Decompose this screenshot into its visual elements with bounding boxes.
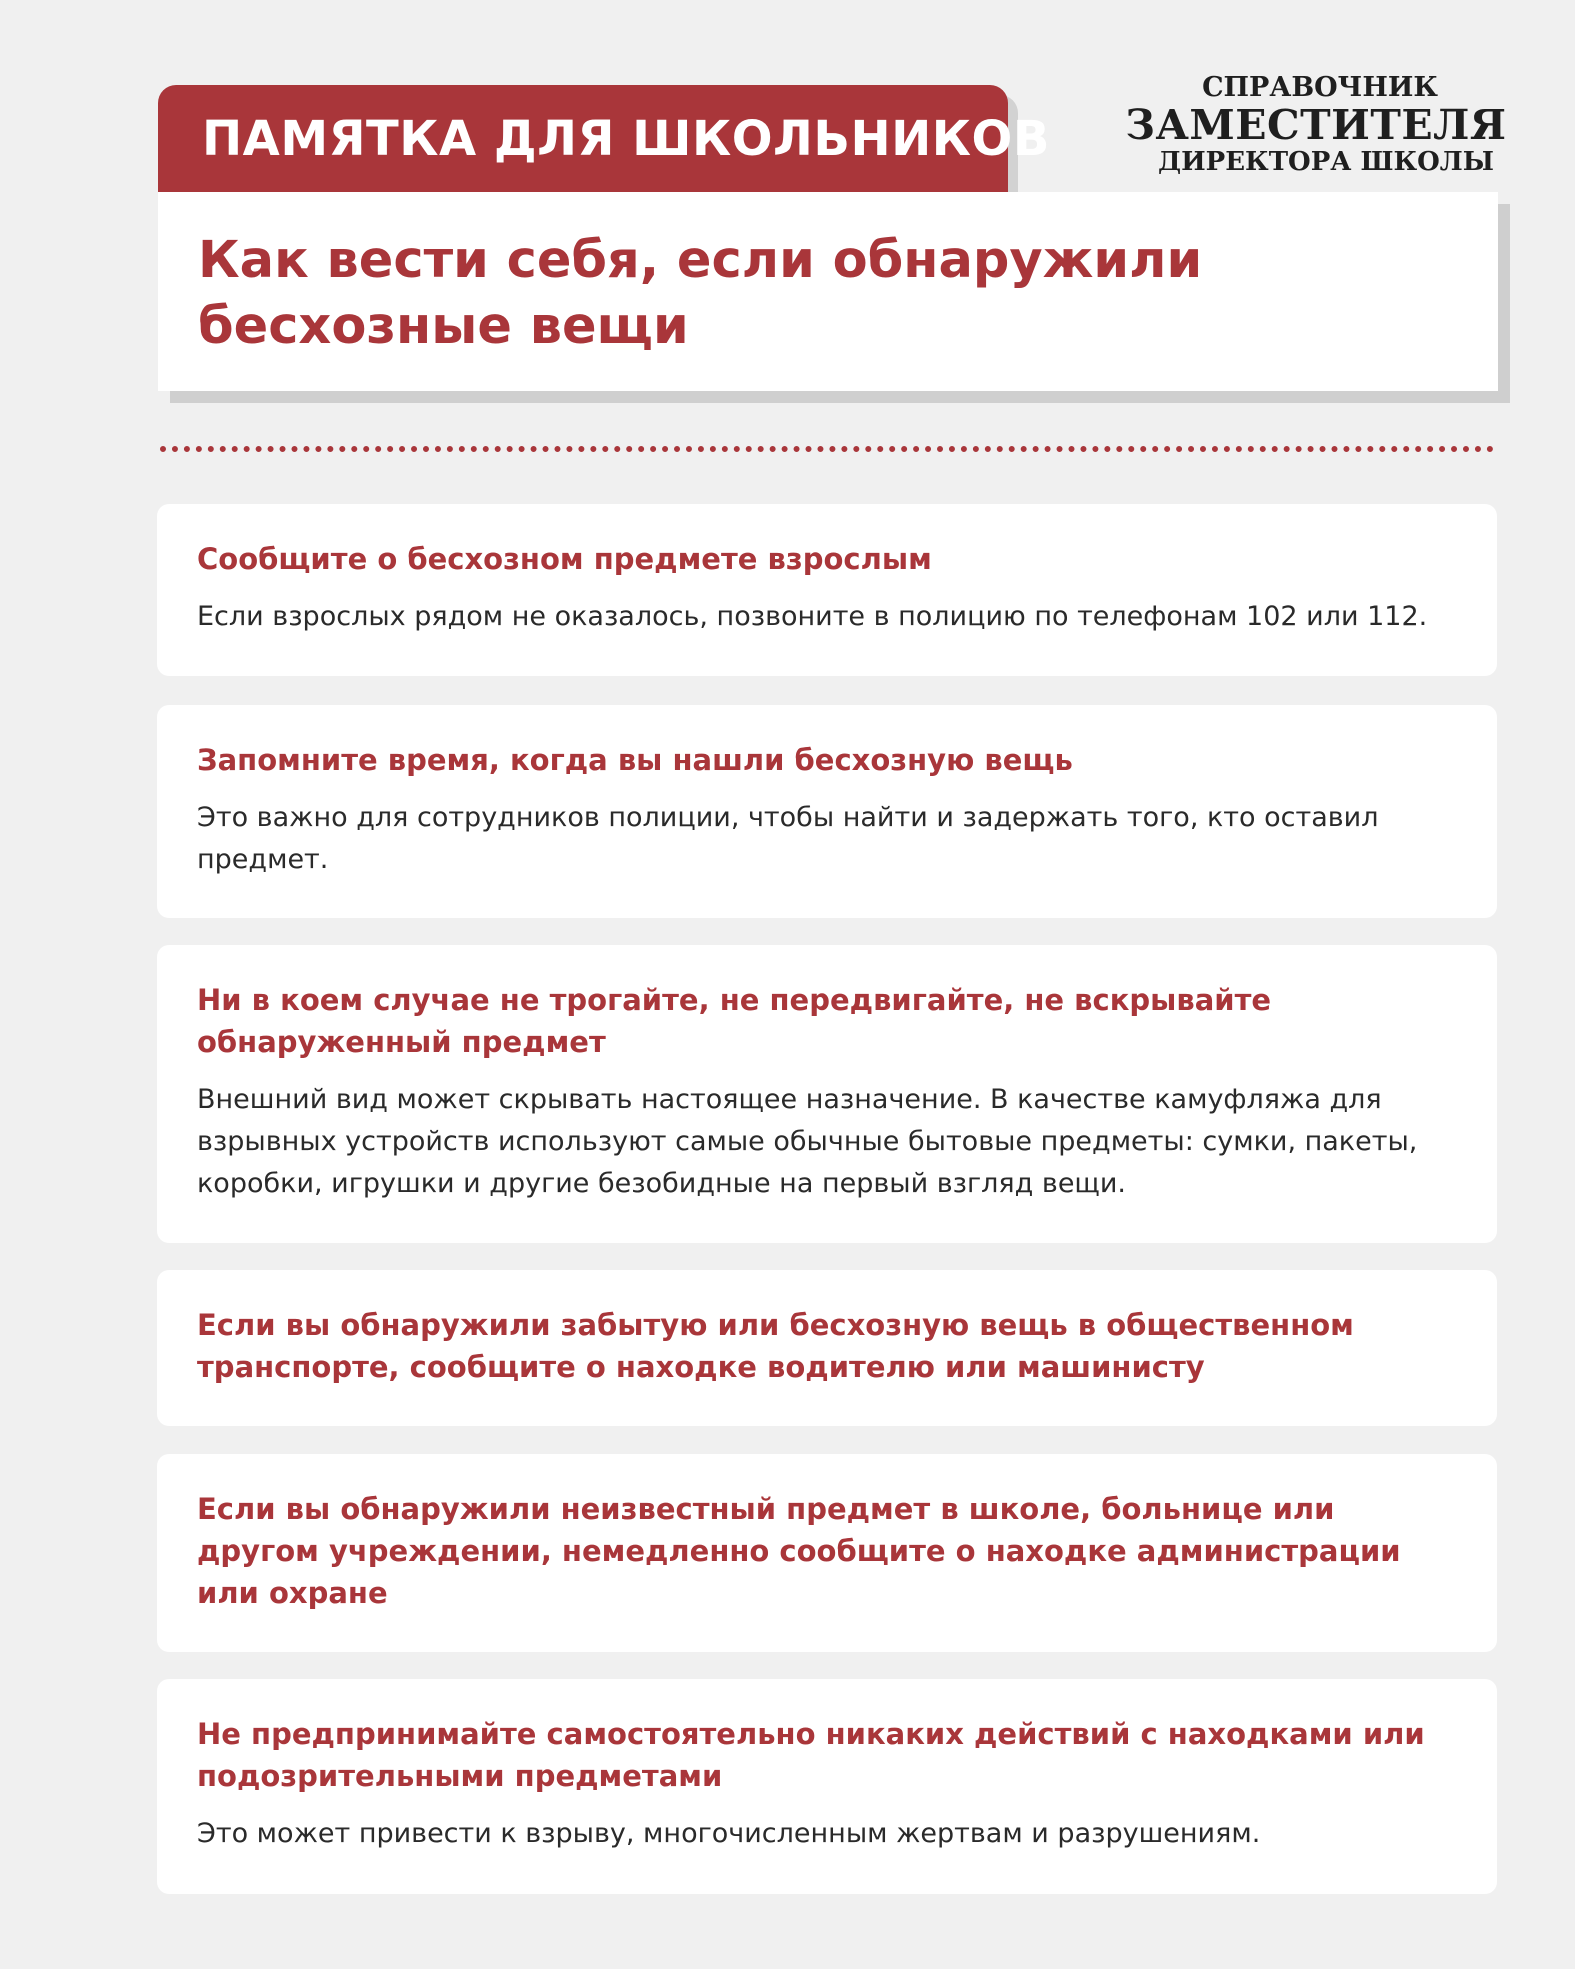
advice-card xyxy=(157,1270,1497,1426)
advice-heading: Сообщите о бесхозном предмете взрослым xyxy=(197,542,932,576)
logo-line-3: ДИРЕКТОРА ШКОЛЫ xyxy=(1158,147,1494,177)
advice-heading: Ни в коем случае не трогайте, не передвигайте, не вскрывайте обнаруженный предмет xyxy=(197,983,1272,1059)
advice-card xyxy=(157,1679,1497,1894)
dotted-divider xyxy=(160,446,1494,452)
title-card xyxy=(158,192,1498,391)
advice-card xyxy=(157,705,1497,918)
advice-text: Внешний вид может скрывать настоящее назначение. В качестве камуфляжа для взрывных устройств используют самые обычные бытовые предметы: сумки, пакеты, коробки, игрушки и другие безобидные на первый взгляд вещи. xyxy=(197,1084,1418,1199)
advice-card xyxy=(157,504,1497,676)
advice-text: Если взрослых рядом не оказалось, позвоните в полицию по телефонам 102 или 112. xyxy=(197,601,1428,632)
advice-heading: Не предпринимайте самостоятельно никаких действий с находками или подозрительными предметами xyxy=(197,1717,1425,1793)
logo-line-2: ЗАМЕСТИТЕЛЯ xyxy=(1125,101,1507,149)
memo-header-tab xyxy=(158,85,1050,192)
advice-heading: Если вы обнаружили неизвестный предмет в школе, больнице или другом учреждении, немедленно сообщите о находке администрации или охране xyxy=(197,1492,1401,1610)
advice-heading: Если вы обнаружили забытую или бесхозную вещь в общественном транспорте, сообщите о находке водителю или машинисту xyxy=(197,1308,1354,1384)
publication-logo xyxy=(1118,74,1514,175)
memo-header-label: ПАМЯТКА ДЛЯ ШКОЛЬНИКОВ xyxy=(202,111,1050,167)
logo-line-1: СПРАВОЧНИК xyxy=(1202,72,1438,103)
page-title: Как вести себя, если обнаружили бесхозные вещи xyxy=(198,231,1203,356)
advice-text: Это важно для сотрудников полиции, чтобы найти и задержать того, кто оставил предмет. xyxy=(197,802,1379,875)
advice-card xyxy=(157,945,1497,1243)
advice-text: Это может привести к взрыву, многочисленным жертвам и разрушениям. xyxy=(197,1818,1261,1849)
advice-card xyxy=(157,1454,1497,1652)
advice-heading: Запомните время, когда вы нашли бесхозную вещь xyxy=(197,743,1073,777)
